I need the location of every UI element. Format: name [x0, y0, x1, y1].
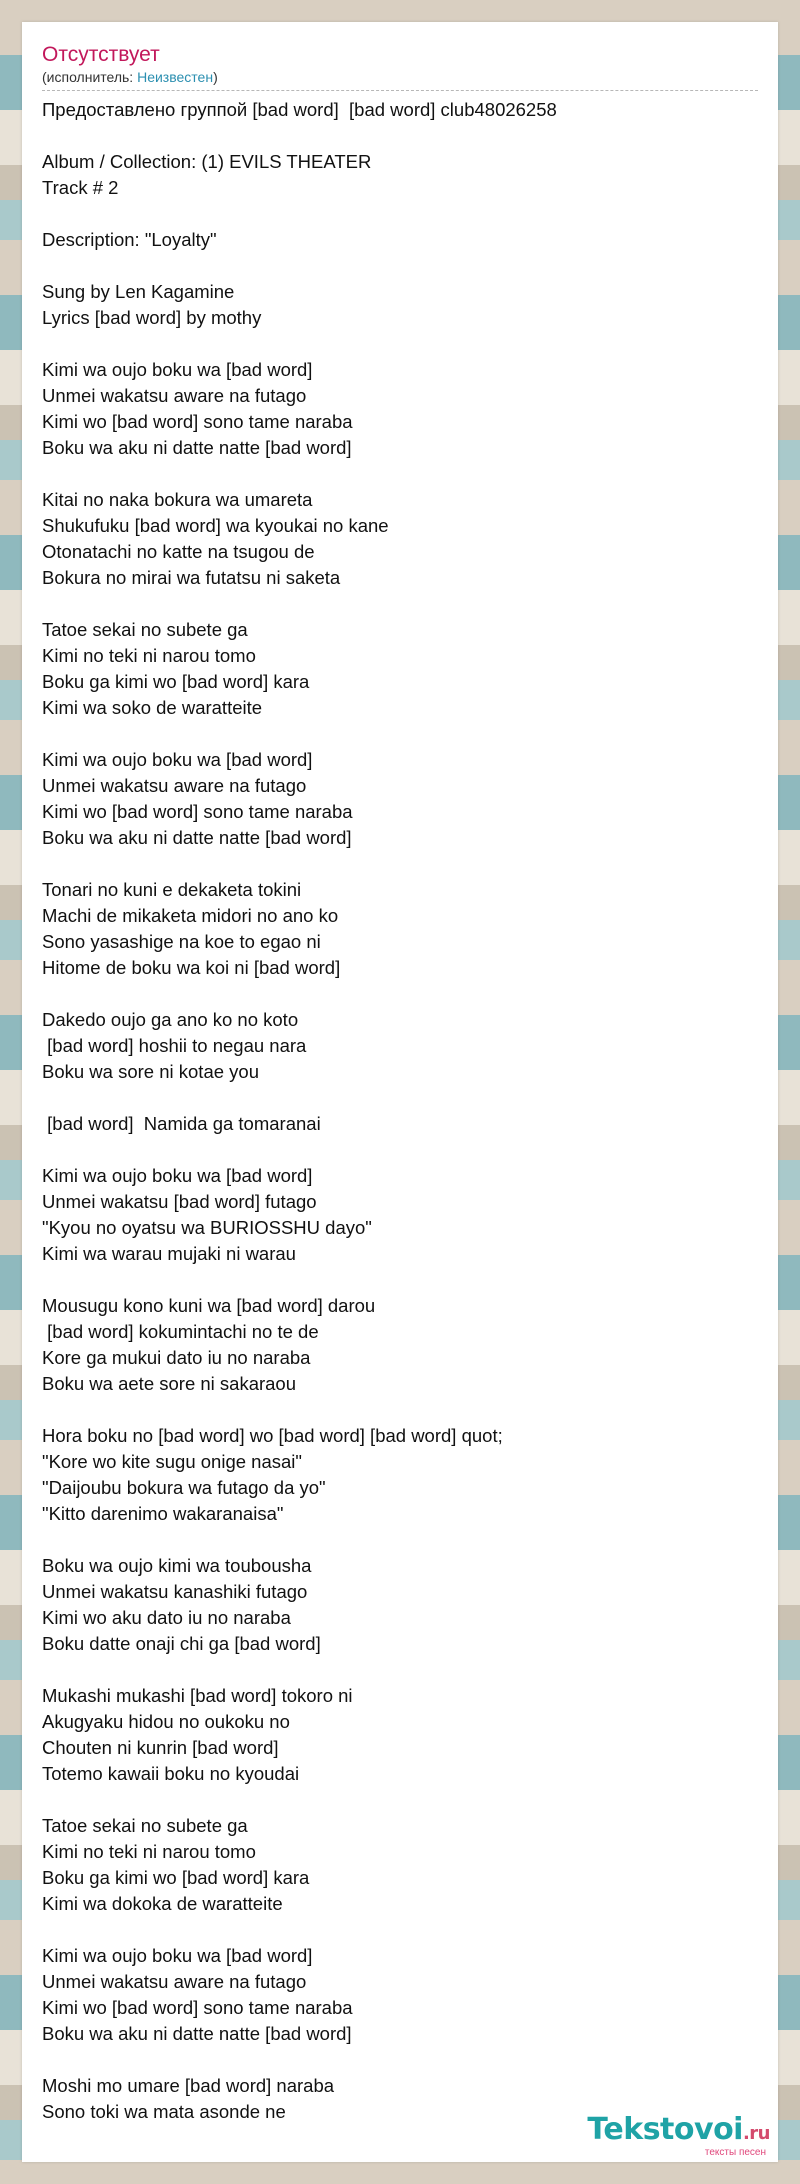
lyrics-line: Sono yasashige na koe to egao ni [42, 931, 321, 952]
lyrics-line: Unmei wakatsu [bad word] futago [42, 1191, 317, 1212]
lyrics-blank [42, 331, 758, 357]
lyrics-line: Description: "Loyalty" [42, 229, 217, 250]
lyrics-blank [42, 461, 758, 487]
lyrics-line: Mousugu kono kuni wa [bad word] darou [42, 1295, 376, 1316]
lyrics-line: Kore ga mukui dato iu no naraba [42, 1347, 311, 1368]
lyrics-line: Kimi wo [bad word] sono tame naraba [42, 411, 353, 432]
lyrics-line: Kimi wa oujo boku wa [bad word] [42, 1165, 313, 1186]
lyrics-line: Boku wa aku ni datte natte [bad word] [42, 2023, 352, 2044]
lyrics-blank [42, 1137, 758, 1163]
lyrics-blank [42, 1917, 758, 1943]
lyrics-line: "Daijoubu bokura wa futago da yo" [42, 1477, 326, 1498]
lyrics-line: Kimi wa oujo boku wa [bad word] [42, 359, 313, 380]
lyrics-blank [42, 591, 758, 617]
lyrics-line: Tatoe sekai no subete ga [42, 619, 248, 640]
lyrics-blank [42, 721, 758, 747]
lyrics-line: "Kitto darenimo wakaranaisa" [42, 1503, 284, 1524]
lyrics-line: Hora boku no [bad word] wo [bad word] [bad word] quot; [42, 1425, 503, 1446]
lyrics-line: Предоставлено группой [bad word] [bad word] club48026258 [42, 99, 557, 120]
logo-name: Tekstovoi [587, 2112, 743, 2147]
lyrics-line: Shukufuku [bad word] wa kyoukai no kane [42, 515, 389, 536]
lyrics-line: [bad word] kokumintachi no te de [42, 1321, 319, 1342]
lyrics-line: Dakedo oujo ga ano ko no koto [42, 1009, 299, 1030]
lyrics-line: "Kore wo kite sugu onige nasai" [42, 1451, 302, 1472]
lyrics-blank [42, 201, 758, 227]
lyrics-line: Kimi wa oujo boku wa [bad word] [42, 749, 313, 770]
lyrics-line: Kimi no teki ni narou tomo [42, 1841, 256, 1862]
lyrics-line: Unmei wakatsu aware na futago [42, 1971, 307, 1992]
lyrics-line: "Kyou no oyatsu wa BURIOSSHU dayo" [42, 1217, 372, 1238]
lyrics-line: Boku wa aku ni datte natte [bad word] [42, 827, 352, 848]
lyrics-line: Hitome de boku wa koi ni [bad word] [42, 957, 341, 978]
lyrics-line: Otonatachi no katte na tsugou de [42, 541, 315, 562]
lyrics-line: Kimi wa warau mujaki ni warau [42, 1243, 296, 1264]
lyrics-line: Boku ga kimi wo [bad word] kara [42, 671, 310, 692]
lyrics-blank [42, 123, 758, 149]
lyrics-line: Boku ga kimi wo [bad word] kara [42, 1867, 310, 1888]
artist-line [42, 68, 758, 91]
lyrics-line: Kimi wa soko de waratteite [42, 697, 263, 718]
logo-tld: .ru [742, 2123, 770, 2144]
lyrics-line: Tonari no kuni e dekaketa tokini [42, 879, 302, 900]
lyrics-line: [bad word] Namida ga tomaranai [42, 1113, 321, 1134]
artist-prefix: (исполнитель: [42, 69, 138, 85]
lyrics-line: Totemo kawaii boku no kyoudai [42, 1763, 300, 1784]
lyrics-line: Album / Collection: (1) EVILS THEATER [42, 151, 372, 172]
lyrics-line: Sung by Len Kagamine [42, 281, 235, 302]
lyrics-line: Mukashi mukashi [bad word] tokoro ni [42, 1685, 353, 1706]
lyrics-line: Bokura no mirai wa futatsu ni saketa [42, 567, 341, 588]
lyrics-blank [42, 1085, 758, 1111]
lyrics-blank [42, 1527, 758, 1553]
lyrics-card [22, 22, 778, 2162]
song-title: Отсутствует [42, 43, 160, 66]
lyrics-line: Akugyaku hidou no oukoku no [42, 1711, 290, 1732]
lyrics-line: Boku wa aete sore ni sakaraou [42, 1373, 297, 1394]
lyrics-line: Boku wa aku ni datte natte [bad word] [42, 437, 352, 458]
logo-tagline: тексты песен [704, 2147, 766, 2158]
artist-link[interactable]: Неизвестен [137, 69, 214, 85]
lyrics-line: Kimi wo aku dato iu no naraba [42, 1607, 291, 1628]
lyrics-line: Moshi mo umare [bad word] naraba [42, 2075, 335, 2096]
lyrics-line: Boku wa oujo kimi wa toubousha [42, 1555, 312, 1576]
lyrics-blank [42, 2047, 758, 2073]
lyrics-line: Track # 2 [42, 177, 119, 198]
lyrics-line: Kitai no naka bokura wa umareta [42, 489, 313, 510]
lyrics-line: Kimi wa oujo boku wa [bad word] [42, 1945, 313, 1966]
lyrics-blank [42, 981, 758, 1007]
lyrics-line: Kimi wo [bad word] sono tame naraba [42, 801, 353, 822]
lyrics-line: Kimi wa dokoka de waratteite [42, 1893, 283, 1914]
lyrics-line: Kimi wo [bad word] sono tame naraba [42, 1997, 353, 2018]
artist-suffix: ) [213, 69, 218, 85]
lyrics-line: Unmei wakatsu aware na futago [42, 385, 307, 406]
lyrics-line: Unmei wakatsu aware na futago [42, 775, 307, 796]
lyrics-line: Lyrics [bad word] by mothy [42, 307, 262, 328]
lyrics-line: Boku wa sore ni kotae you [42, 1061, 259, 1082]
lyrics-line: [bad word] hoshii to negau nara [42, 1035, 307, 1056]
lyrics-blank [42, 1657, 758, 1683]
lyrics-line: Boku datte onaji chi ga [bad word] [42, 1633, 321, 1654]
lyrics-line: Kimi no teki ni narou tomo [42, 645, 256, 666]
lyrics-line: Sono toki wa mata asonde ne [42, 2101, 286, 2122]
lyrics-line: Unmei wakatsu kanashiki futago [42, 1581, 308, 1602]
lyrics-blank [42, 851, 758, 877]
lyrics-blank [42, 1397, 758, 1423]
lyrics-line: Machi de mikaketa midori no ano ko [42, 905, 339, 926]
lyrics-blank [42, 1787, 758, 1813]
lyrics-blank [42, 1267, 758, 1293]
site-logo[interactable] [587, 2114, 770, 2158]
lyrics-blank [42, 253, 758, 279]
lyrics-body [42, 97, 758, 2125]
lyrics-line: Tatoe sekai no subete ga [42, 1815, 248, 1836]
lyrics-line: Chouten ni kunrin [bad word] [42, 1737, 279, 1758]
